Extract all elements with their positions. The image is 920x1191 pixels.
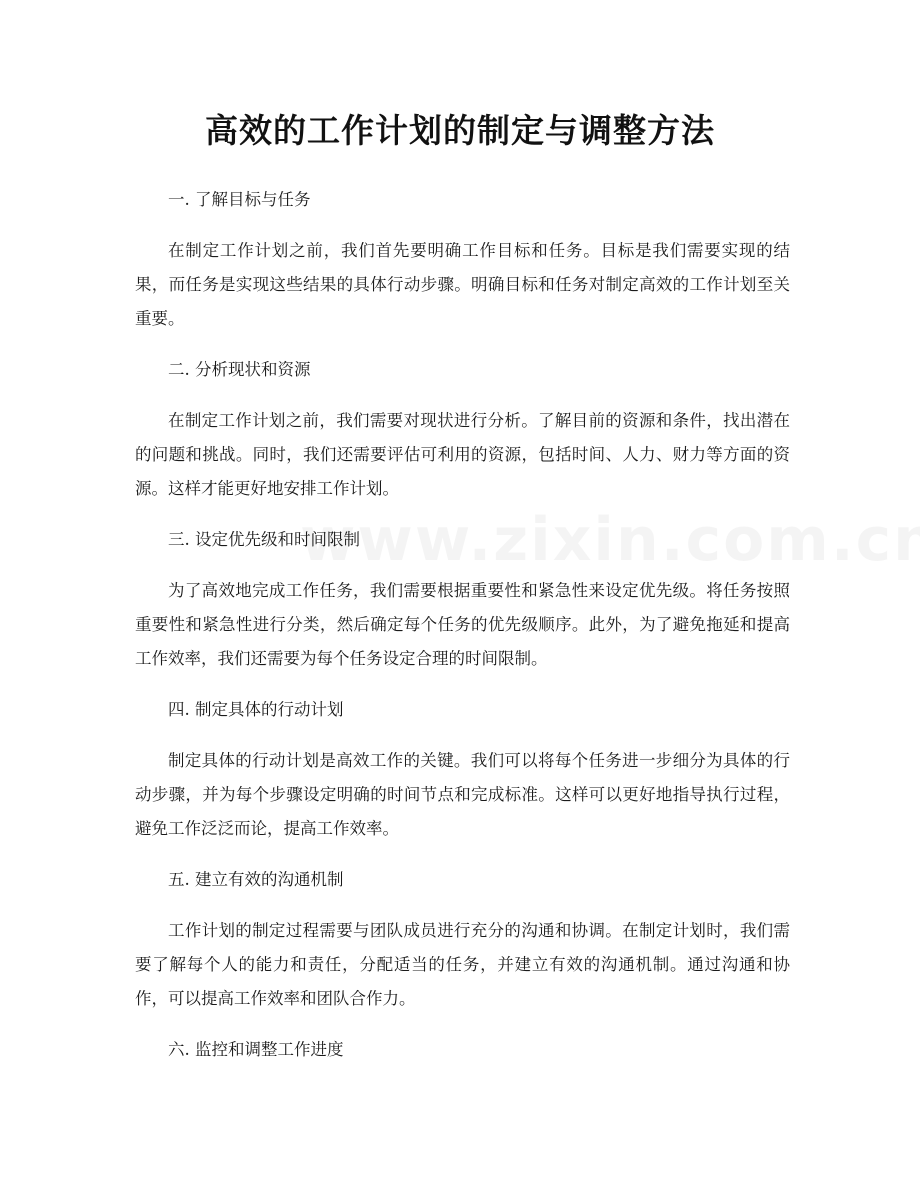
document-body (135, 183, 790, 1067)
section-paragraph-2: 在制定工作计划之前，我们需要对现状进行分析。了解目前的资源和条件，找出潜在的问题和挑战。同时，我们还需要评估可利用的资源，包括时间、人力、财力等方面的资源。这样才能更好地安排工作计划。 (135, 411, 790, 498)
section-paragraph-5: 工作计划的制定过程需要与团队成员进行充分的沟通和协调。在制定计划时，我们需要了解每个人的能力和责任，分配适当的任务，并建立有效的沟通机制。通过沟通和协作，可以提高工作效率和团队合作力。 (135, 921, 790, 1008)
section-heading-1: 一. 了解目标与任务 (168, 190, 311, 209)
document-title: 高效的工作计划的制定与调整方法 (205, 111, 715, 150)
section-heading-2: 二. 分析现状和资源 (168, 360, 311, 379)
section-heading-6: 六. 监控和调整工作进度 (168, 1040, 344, 1059)
section-heading-3: 三. 设定优先级和时间限制 (168, 530, 360, 549)
section-paragraph-1: 在制定工作计划之前，我们首先要明确工作目标和任务。目标是我们需要实现的结果，而任务是实现这些结果的具体行动步骤。明确目标和任务对制定高效的工作计划至关重要。 (135, 241, 790, 328)
section-paragraph-4: 制定具体的行动计划是高效工作的关键。我们可以将每个任务进一步细分为具体的行动步骤，并为每个步骤设定明确的时间节点和完成标准。这样可以更好地指导执行过程，避免工作泛泛而论，提高工作效率。 (135, 751, 790, 838)
section-heading-4: 四. 制定具体的行动计划 (168, 700, 344, 719)
section-heading-5: 五. 建立有效的沟通机制 (168, 870, 344, 889)
section-paragraph-3: 为了高效地完成工作任务，我们需要根据重要性和紧急性来设定优先级。将任务按照重要性和紧急性进行分类，然后确定每个任务的优先级顺序。此外，为了避免拖延和提高工作效率，我们还需要为每个任务设定合理的时间限制。 (135, 581, 790, 668)
